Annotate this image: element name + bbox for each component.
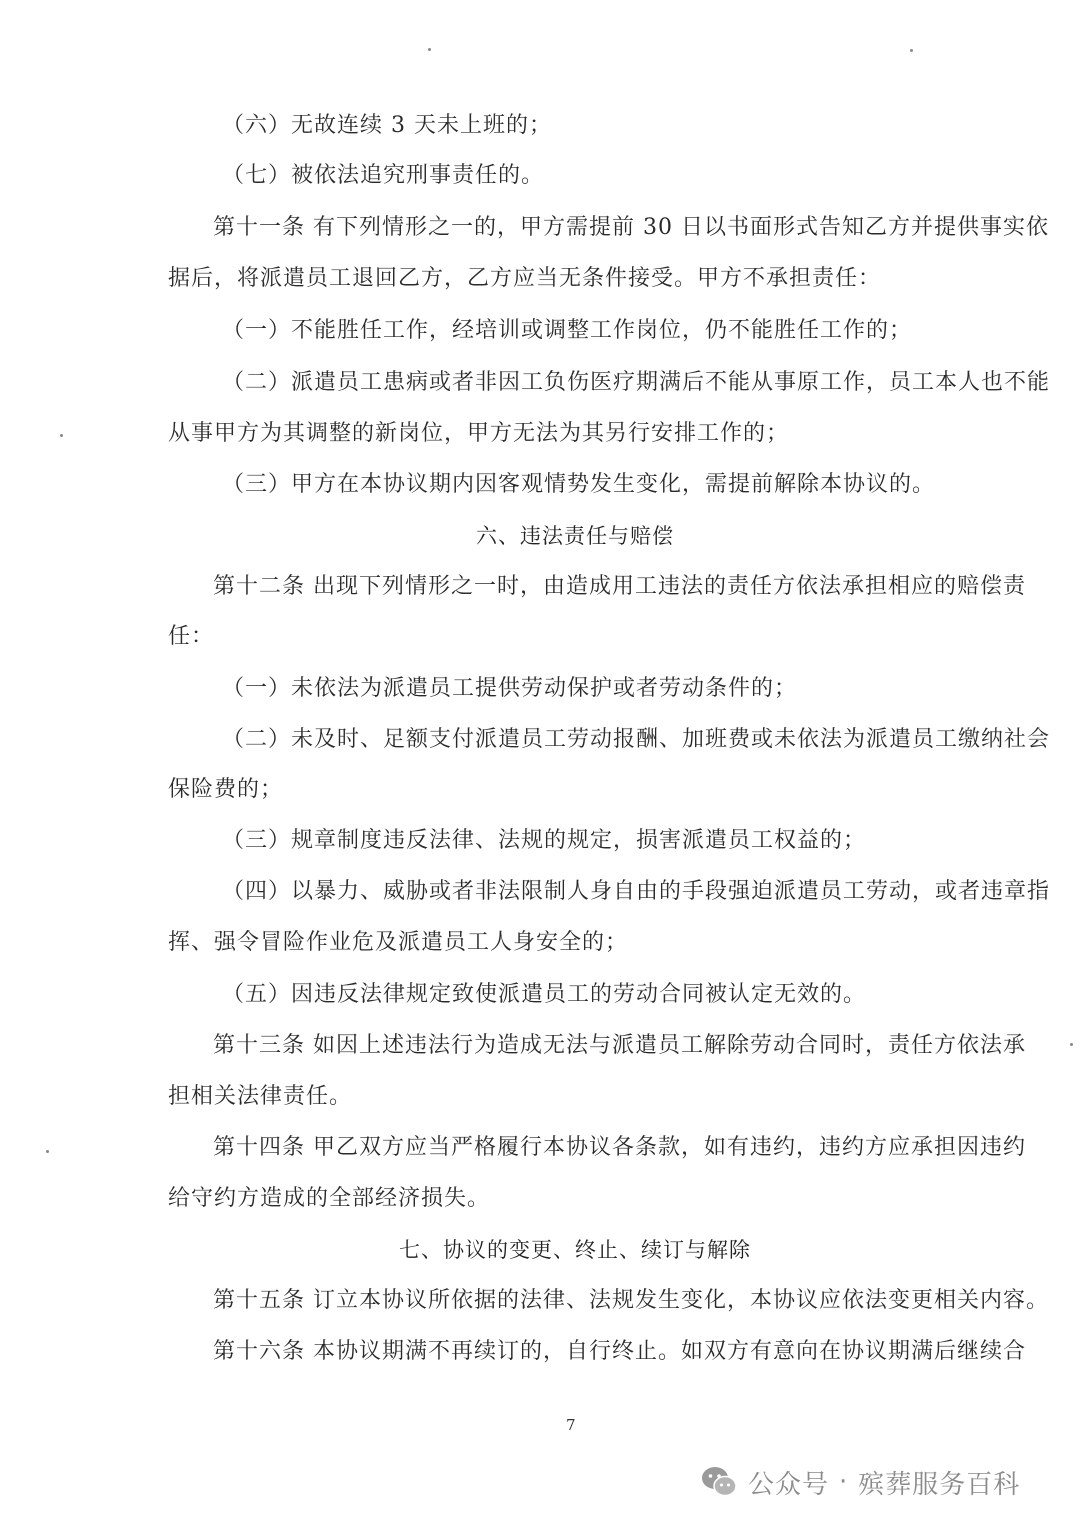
article-11-item-1: （一）不能胜任工作，经培训或调整工作岗位，仍不能胜任工作的； xyxy=(222,318,913,343)
article-13-line-1: 第十三条 如因上述违法行为造成无法与派遣员工解除劳动合同时，责任方依法承 xyxy=(213,1033,1026,1058)
article-16-line-1: 第十六条 本协议期满不再续订的，自行终止。如双方有意向在协议期满后继续合 xyxy=(213,1339,1026,1364)
article-12-line-2: 任： xyxy=(168,624,215,649)
watermark xyxy=(700,1462,1020,1502)
scan-speck xyxy=(1070,1043,1073,1046)
scan-speck xyxy=(46,1150,49,1153)
item-7: （七）被依法追究刑事责任的。 xyxy=(222,163,545,188)
scan-speck xyxy=(60,434,63,437)
section-heading-6: 六、违法责任与赔偿 xyxy=(476,524,674,548)
watermark-name: 殡葬服务百科 xyxy=(858,1469,1021,1500)
scan-speck xyxy=(910,49,913,52)
article-11-item-2-line-2: 从事甲方为其调整的新岗位，甲方无法为其另行安排工作的； xyxy=(168,421,790,446)
page-number: 7 xyxy=(566,1416,576,1434)
article-12-line-1: 第十二条 出现下列情形之一时，由造成用工违法的责任方依法承担相应的赔偿责 xyxy=(213,574,1026,599)
watermark-separator: · xyxy=(839,1467,849,1497)
article-11-line-2: 据后，将派遣员工退回乙方，乙方应当无条件接受。甲方不承担责任： xyxy=(168,266,882,291)
watermark-account-label: 公众号 xyxy=(748,1469,830,1500)
article-11-line-1: 第十一条 有下列情形之一的，甲方需提前 30 日以书面形式告知乙方并提供事实依 xyxy=(213,215,1049,240)
article-12-item-2-line-2: 保险费的； xyxy=(168,777,284,802)
article-11-item-3: （三）甲方在本协议期内因客观情势发生变化，需提前解除本协议的。 xyxy=(222,472,936,497)
wechat-icon xyxy=(700,1465,738,1499)
scan-speck xyxy=(428,48,431,51)
article-12-item-4-line-1: （四）以暴力、威胁或者非法限制人身自由的手段强迫派遣员工劳动，或者违章指 xyxy=(222,879,1051,904)
article-13-line-2: 担相关法律责任。 xyxy=(168,1084,353,1109)
section-heading-7: 七、协议的变更、终止、续订与解除 xyxy=(399,1238,751,1262)
article-14-line-2: 给守约方造成的全部经济损失。 xyxy=(168,1186,491,1211)
item-6: （六）无故连续 3 天未上班的； xyxy=(222,113,552,138)
article-12-item-5: （五）因违反法律规定致使派遣员工的劳动合同被认定无效的。 xyxy=(222,982,867,1007)
article-12-item-3: （三）规章制度违反法律、法规的规定，损害派遣员工权益的； xyxy=(222,828,867,853)
article-14-line-1: 第十四条 甲乙双方应当严格履行本协议各条款，如有违约，违约方应承担因违约 xyxy=(213,1135,1026,1160)
article-12-item-1: （一）未依法为派遣员工提供劳动保护或者劳动条件的； xyxy=(222,676,798,701)
article-11-item-2-line-1: （二）派遣员工患病或者非因工负伤医疗期满后不能从事原工作，员工本人也不能 xyxy=(222,370,1051,395)
article-15: 第十五条 订立本协议所依据的法律、法规发生变化，本协议应依法变更相关内容。 xyxy=(213,1288,1049,1313)
article-12-item-4-line-2: 挥、强令冒险作业危及派遣员工人身安全的； xyxy=(168,930,629,955)
article-12-item-2-line-1: （二）未及时、足额支付派遣员工劳动报酬、加班费或未依法为派遣员工缴纳社会 xyxy=(222,727,1051,752)
